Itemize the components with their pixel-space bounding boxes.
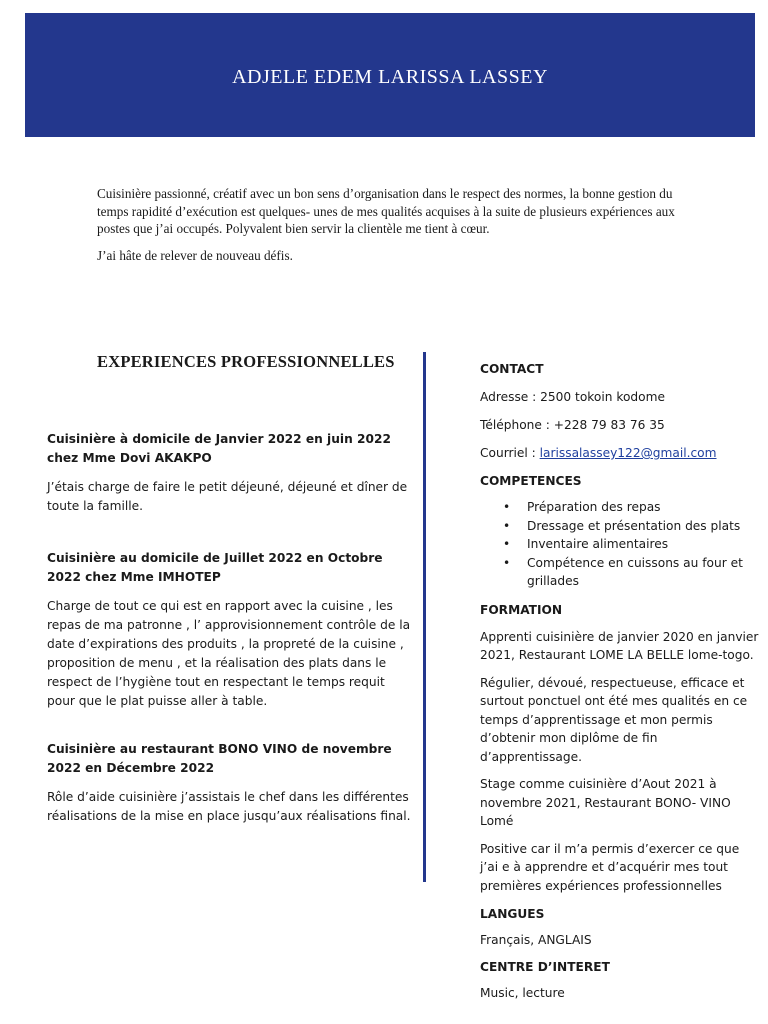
competence-label: Préparation des repas — [527, 500, 661, 514]
bullet-icon: • — [503, 537, 511, 551]
langues-value: Français, ANGLAIS — [480, 933, 592, 947]
formation-paragraph: Apprenti cuisinière de janvier 2020 en janvier 2021, Restaurant LOME LA BELLE lome-togo. — [480, 629, 759, 662]
experience-description: Charge de tout ce qui est en rapport avec la cuisine , les repas de ma patronne , l’ approvisionnement contrôle de la date d’expirations des produits , la propreté de la cuisine , proposition de menu , et la réalisation des plats dans le respect de l’hygiène tout en respectant le temps requit pour que le plat puisse aller à table. — [47, 599, 411, 708]
formation-paragraph: Régulier, dévoué, respectueuse, efficace et surtout ponctuel ont été mes qualités en ce temps d’apprentissage et mon permis d’obtenir mon diplôme de fin d’apprentissage. — [480, 675, 748, 764]
experience-item — [47, 549, 415, 711]
contact-email-line — [480, 444, 760, 463]
contact-title: CONTACT — [480, 362, 544, 376]
bullet-icon: • — [503, 518, 511, 533]
formation-title: FORMATION — [480, 602, 563, 617]
experiences-title: EXPERIENCES PROFESSIONNELLES — [97, 352, 395, 371]
experience-item — [47, 740, 415, 826]
list-item — [480, 554, 760, 591]
interets-title: CENTRE D’INTERET — [480, 960, 610, 974]
contact-email-link[interactable]: larissalassey122@gmail.com — [539, 446, 717, 460]
competence-label: Inventaire alimentaires — [527, 537, 669, 551]
interets-value: Music, lecture — [480, 986, 565, 1000]
experience-title: Cuisinière au restaurant BONO VINO de novembre 2022 en Décembre 2022 — [47, 742, 392, 775]
formation-paragraph: Positive car il m’a permis d’exercer ce que j’ai e à apprendre et d’acquérir mes tout premières expériences professionnelles — [480, 841, 740, 893]
experiences-section — [47, 352, 415, 823]
competence-label: Compétence en cuissons au four et grillades — [527, 555, 743, 588]
contact-phone: Téléphone : +228 79 83 76 35 — [480, 418, 665, 432]
intro-line: J’ai hâte de relever de nouveau défis. — [97, 247, 293, 263]
experience-title: Cuisinière au domicile de Juillet 2022 en Octobre 2022 chez Mme IMHOTEP — [47, 551, 383, 584]
list-item — [480, 517, 760, 536]
experience-description: Rôle d’aide cuisinière j’assistais le chef dans les différentes réalisations de la mise en place jusqu’aux réalisations final. — [47, 790, 411, 823]
bullet-icon: • — [503, 500, 511, 514]
sidebar-section — [480, 360, 760, 1003]
formation-paragraph: Stage comme cuisinière d’Aout 2021 à novembre 2021, Restaurant BONO- VINO Lomé — [480, 777, 731, 828]
bullet-icon: • — [503, 555, 511, 570]
competences-list — [480, 498, 760, 591]
list-item — [480, 535, 760, 554]
experience-title: Cuisinière à domicile de Janvier 2022 en juin 2022 chez Mme Dovi AKAKPO — [47, 432, 391, 465]
langues-title: LANGUES — [480, 907, 545, 921]
competence-label: Dressage et présentation des plats — [527, 518, 741, 533]
contact-email-label: Courriel : — [480, 446, 540, 460]
intro-section — [97, 185, 679, 273]
intro-paragraph: Cuisinière passionné, créatif avec un bon sens d’organisation dans le respect des normes, la bonne gestion du temps rapidité d’exécution est quelques- unes de mes qualités acquises à la suite de plusieurs expériences aux postes que j’ai occupés. Polyvalent bien servir la clientèle me tient à cœur. — [97, 186, 675, 236]
contact-address: Adresse : 2500 tokoin kodome — [480, 390, 665, 404]
competences-title: COMPETENCES — [480, 474, 582, 488]
experience-item — [47, 430, 415, 516]
experience-description: J’étais charge de faire le petit déjeuné, déjeuné et dîner de toute la famille. — [47, 480, 408, 513]
candidate-name: ADJELE EDEM LARISSA LASSEY — [232, 65, 548, 88]
column-divider — [423, 352, 426, 882]
header-banner — [25, 13, 755, 137]
list-item — [480, 498, 760, 517]
